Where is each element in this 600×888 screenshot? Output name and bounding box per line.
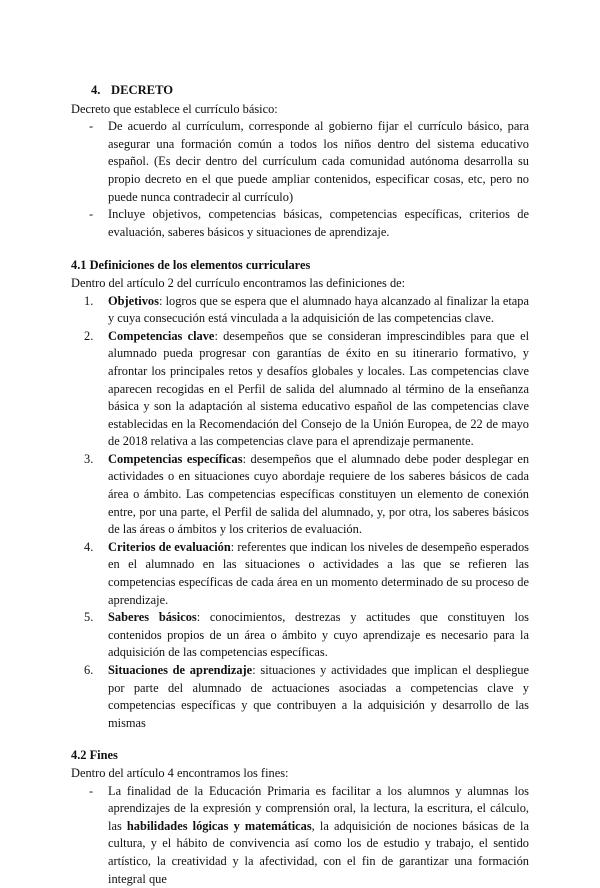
list-item <box>71 118 529 206</box>
item-term: Competencias clave <box>108 328 215 343</box>
item-definition: : logros que se espera que el alumnado haya alcanzado al finalizar la etapa y cuya consecución está vinculada a la adquisición de las competencias clave. <box>108 293 529 326</box>
dash-marker: - <box>89 119 94 134</box>
list-item-bold: habilidades lógicas y matemáticas <box>126 818 312 833</box>
section-heading-definiciones: 4.1 Definiciones de los elementos curriculares <box>71 258 311 273</box>
item-term: Saberes básicos <box>108 610 197 625</box>
item-number: 4. <box>84 539 94 554</box>
list-item <box>71 451 529 539</box>
list-item-text: De acuerdo al currículum, corresponde al gobierno fijar el currículo básico, para asegurar una formación común a todos los niños dentro del sistema educativo español. (Es decir dentro del currículum cada comunidad autónoma desarrolla su propio decreto en el que puede ampliar contenidos, especificar cosas, etc, pero no puede nunca contradecir al currículo) <box>108 119 529 204</box>
definiciones-intro: Dentro del artículo 2 del currículo encontramos las definiciones de: <box>71 275 406 290</box>
item-definition: : desempeños que el alumnado debe poder desplegar en actividades o en situaciones cuyo abordaje requiere de los saberes básicos de cada área o ámbito. Las competencias específicas constituyen un elemento de conexión entre, por una parte, el Perfil de salida del alumnado, y, por otra, los saberes básicos de las áreas o ámbitos y los criterios de evaluación. <box>108 451 530 537</box>
list-item <box>71 206 529 241</box>
item-number: 5. <box>84 610 94 625</box>
section-number: 4. <box>91 83 101 97</box>
item-term: Competencias específicas <box>108 451 243 466</box>
list-item <box>71 783 529 888</box>
section-heading-decreto <box>91 82 529 100</box>
item-definition: : referentes que indican los niveles de desempeño esperados en el alumnado en las situaciones o actividades a las que se refieren las competencias específicas de cada área en un momento determinado de su proceso de aprendizaje. <box>108 539 529 607</box>
item-number: 6. <box>84 663 94 677</box>
item-number: 1. <box>84 293 94 308</box>
decreto-bullet-list <box>71 118 529 241</box>
list-item-text: , la adquisición de nociones básicas de la cultura, y el hábito de convivencia así como los de estudio y trabajo, el sentido artístico, la creatividad y la afectividad, con el fin de garantizar una formación integral que <box>108 818 529 886</box>
decreto-intro: Decreto que establece el currículo básico: <box>71 101 278 116</box>
item-term: Objetivos <box>108 293 159 308</box>
section-heading-fines: 4.2 Fines <box>71 748 118 763</box>
item-term: Situaciones de aprendizaje <box>108 663 253 677</box>
dash-marker: - <box>89 207 94 222</box>
list-item <box>71 328 529 451</box>
list-item <box>71 293 529 328</box>
definiciones-numbered-list <box>71 293 529 733</box>
item-definition: : desempeños que se consideran imprescindibles para que el alumnado pueda progresar con garantías de éxito en su itinerario formativo, y afrontar los principales retos y desafíos globales y locales. Las competencias clave aparecen recogidas en el Perfil de salida del alumnado al término de la enseñanza básica y son la adaptación al sistema educativo español de las competencias clave establecidas en la Recomendación del Consejo de la Unión Europea, de 22 de mayo de 2018 relativa a las competencias clave para el aprendizaje permanente. <box>108 328 530 449</box>
item-definition: : conocimientos, destrezas y actitudes que constituyen los contenidos propios de un área o ámbito y cuyo aprendizaje es necesario para la adquisición de las competencias específicas. <box>108 610 529 660</box>
item-number: 3. <box>84 451 94 466</box>
fines-bullet-list <box>71 783 529 888</box>
list-item-text: Incluye objetivos, competencias básicas, competencias específicas, criterios de evaluación, saberes básicos y situaciones de aprendizaje. <box>108 207 529 239</box>
list-item <box>71 539 529 609</box>
dash-marker: - <box>89 783 94 798</box>
fines-intro: Dentro del artículo 4 encontramos los fines: <box>71 765 289 780</box>
item-term: Criterios de evaluación <box>108 539 231 554</box>
section-title: DECRETO <box>111 83 174 97</box>
list-item-text: La finalidad de la Educación Primaria es facilitar a los alumnos y alumnas los aprendizajes de la expresión y comprensión oral, la lectura, la escritura, el cálculo, las <box>108 783 529 833</box>
item-number: 2. <box>84 328 94 343</box>
item-definition: : situaciones y actividades que implican el despliegue por parte del alumnado de actuaciones asociadas a competencias clave y competencias específicas y que contribuyen a la adquisición y desarrollo de las mismas <box>108 663 529 730</box>
list-item <box>71 609 529 662</box>
list-item <box>71 662 529 732</box>
